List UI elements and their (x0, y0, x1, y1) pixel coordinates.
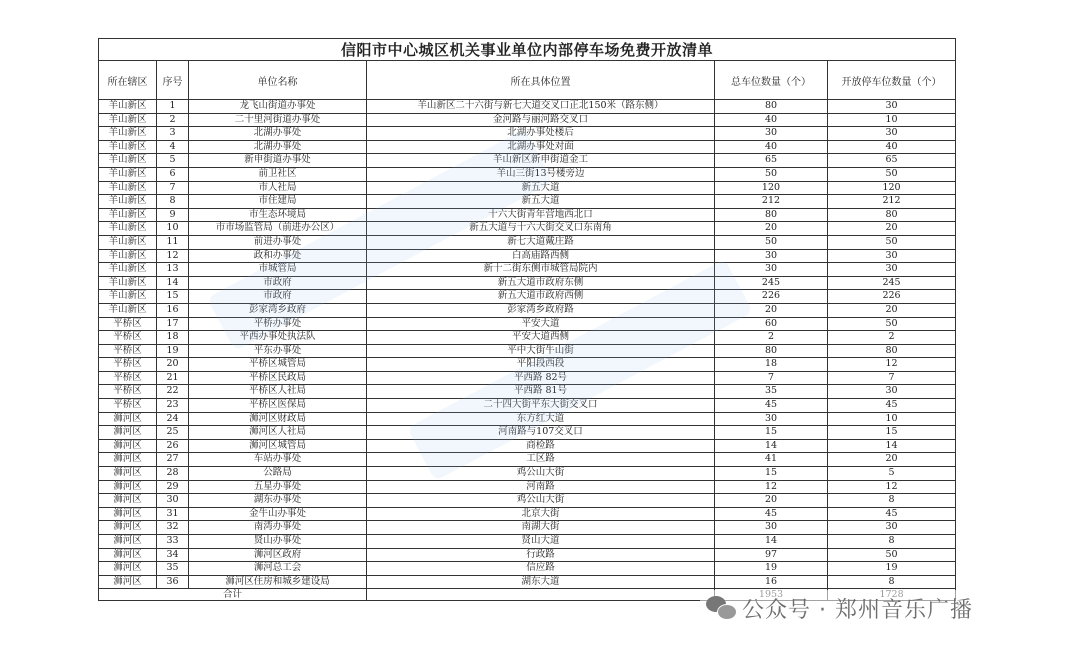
open-spaces-cell: 65 (828, 154, 956, 168)
table-row (99, 127, 956, 141)
unit-name-cell: 浉河区住房和城乡建设局 (189, 575, 367, 589)
total-spaces-cell: 45 (715, 507, 828, 521)
table-row (99, 453, 956, 467)
total-spaces-cell: 20 (715, 222, 828, 236)
table-row (99, 562, 956, 576)
location-cell: 新五大道市政府东侧 (367, 276, 715, 290)
location-cell: 新五大道与十六大街交叉口东南角 (367, 222, 715, 236)
total-spaces-cell: 35 (715, 385, 828, 399)
table-row (99, 181, 956, 195)
index-cell: 17 (157, 317, 189, 331)
district-cell: 羊山新区 (99, 100, 157, 114)
table-row (99, 303, 956, 317)
open-spaces-cell: 50 (828, 548, 956, 562)
unit-name-cell: 金牛山办事处 (189, 507, 367, 521)
table-row (99, 331, 956, 345)
unit-name-cell: 平桥区人社局 (189, 385, 367, 399)
unit-name-cell: 市生态环境局 (189, 208, 367, 222)
open-spaces-cell: 12 (828, 480, 956, 494)
index-cell: 6 (157, 167, 189, 181)
index-cell: 32 (157, 521, 189, 535)
table-row (99, 399, 956, 413)
open-spaces-cell: 8 (828, 535, 956, 549)
open-spaces-cell: 80 (828, 344, 956, 358)
location-cell: 鸡公山大街 (367, 467, 715, 481)
district-cell: 羊山新区 (99, 290, 157, 304)
location-cell: 羊山新区新申街道金工 (367, 154, 715, 168)
table-row (99, 263, 956, 277)
column-header: 所在具体位置 (367, 61, 715, 100)
index-cell: 9 (157, 208, 189, 222)
open-spaces-cell: 30 (828, 127, 956, 141)
index-cell: 34 (157, 548, 189, 562)
source-text: 公众号 · 郑州音乐广播 (742, 597, 973, 623)
open-spaces-cell: 30 (828, 385, 956, 399)
total-spaces-cell: 65 (715, 154, 828, 168)
total-spaces-cell: 80 (715, 208, 828, 222)
unit-name-cell: 前进办事处 (189, 235, 367, 249)
district-cell: 羊山新区 (99, 140, 157, 154)
open-spaces-cell: 19 (828, 562, 956, 576)
location-cell: 行政路 (367, 548, 715, 562)
location-cell: 新七大道戴庄路 (367, 235, 715, 249)
district-cell: 平桥区 (99, 399, 157, 413)
location-cell: 河南路 (367, 480, 715, 494)
unit-name-cell: 公路局 (189, 467, 367, 481)
open-spaces-cell: 50 (828, 317, 956, 331)
index-cell: 1 (157, 100, 189, 114)
column-header: 总车位数量（个） (715, 61, 828, 100)
table-row (99, 222, 956, 236)
total-spaces-cell: 50 (715, 167, 828, 181)
district-cell: 羊山新区 (99, 195, 157, 209)
open-spaces-cell: 8 (828, 575, 956, 589)
total-spaces-cell: 2 (715, 331, 828, 345)
index-cell: 36 (157, 575, 189, 589)
total-empty-cell (367, 589, 715, 601)
table-row (99, 371, 956, 385)
unit-name-cell: 浉河区人社局 (189, 426, 367, 440)
table-row (99, 535, 956, 549)
column-header: 序号 (157, 61, 189, 100)
location-cell: 金河路与丽河路交叉口 (367, 113, 715, 127)
unit-name-cell: 平西办事处执法队 (189, 331, 367, 345)
location-cell: 鸡公山大街 (367, 494, 715, 508)
location-cell: 新五大道 (367, 195, 715, 209)
open-spaces-cell: 45 (828, 399, 956, 413)
unit-name-cell: 市政府 (189, 276, 367, 290)
total-spaces-cell: 226 (715, 290, 828, 304)
district-cell: 浉河区 (99, 521, 157, 535)
total-spaces-cell: 14 (715, 535, 828, 549)
open-spaces-cell: 12 (828, 358, 956, 372)
unit-name-cell: 贤山办事处 (189, 535, 367, 549)
unit-name-cell: 新申街道办事处 (189, 154, 367, 168)
location-cell: 湖东大道 (367, 575, 715, 589)
location-cell: 平西路 81号 (367, 385, 715, 399)
district-cell: 浉河区 (99, 548, 157, 562)
total-spaces-cell: 30 (715, 412, 828, 426)
unit-name-cell: 前卫社区 (189, 167, 367, 181)
district-cell: 羊山新区 (99, 127, 157, 141)
open-spaces-cell: 10 (828, 113, 956, 127)
table-row (99, 235, 956, 249)
unit-name-cell: 平东办事处 (189, 344, 367, 358)
district-cell: 羊山新区 (99, 263, 157, 277)
wechat-icon (706, 596, 736, 620)
table-row (99, 344, 956, 358)
district-cell: 羊山新区 (99, 167, 157, 181)
table-row (99, 439, 956, 453)
total-spaces-cell: 16 (715, 575, 828, 589)
district-cell: 平桥区 (99, 344, 157, 358)
index-cell: 29 (157, 480, 189, 494)
table-row (99, 548, 956, 562)
district-cell: 平桥区 (99, 331, 157, 345)
table-row (99, 113, 956, 127)
unit-name-cell: 市住建局 (189, 195, 367, 209)
index-cell: 21 (157, 371, 189, 385)
location-cell: 白高庙路西侧 (367, 249, 715, 263)
index-cell: 23 (157, 399, 189, 413)
index-cell: 10 (157, 222, 189, 236)
table-row (99, 140, 956, 154)
location-cell: 北湖办事处楼后 (367, 127, 715, 141)
district-cell: 羊山新区 (99, 208, 157, 222)
column-header: 单位名称 (189, 61, 367, 100)
open-spaces-cell: 80 (828, 208, 956, 222)
table-row (99, 276, 956, 290)
district-cell: 浉河区 (99, 480, 157, 494)
unit-name-cell: 市城管局 (189, 263, 367, 277)
open-spaces-cell: 14 (828, 439, 956, 453)
district-cell: 平桥区 (99, 358, 157, 372)
open-spaces-cell: 226 (828, 290, 956, 304)
location-cell: 平阳段西段 (367, 358, 715, 372)
total-spaces-cell: 80 (715, 100, 828, 114)
location-cell: 平西路 82号 (367, 371, 715, 385)
district-cell: 羊山新区 (99, 154, 157, 168)
index-cell: 3 (157, 127, 189, 141)
open-spaces-cell: 30 (828, 521, 956, 535)
open-spaces-cell: 15 (828, 426, 956, 440)
open-spaces-cell: 50 (828, 167, 956, 181)
table-title: 信阳市中心城区机关事业单位内部停车场免费开放清单 (99, 39, 956, 61)
location-cell: 工区路 (367, 453, 715, 467)
total-spaces-cell: 80 (715, 344, 828, 358)
total-spaces-cell: 20 (715, 494, 828, 508)
district-cell: 浉河区 (99, 426, 157, 440)
index-cell: 2 (157, 113, 189, 127)
location-cell: 二十四大街平东大街交叉口 (367, 399, 715, 413)
unit-name-cell: 市人社局 (189, 181, 367, 195)
district-cell: 羊山新区 (99, 113, 157, 127)
table-row (99, 467, 956, 481)
open-spaces-cell: 45 (828, 507, 956, 521)
location-cell: 新五大道市政府西侧 (367, 290, 715, 304)
total-spaces-cell: 12 (715, 480, 828, 494)
unit-name-cell: 平桥区民政局 (189, 371, 367, 385)
open-spaces-cell: 7 (828, 371, 956, 385)
index-cell: 33 (157, 535, 189, 549)
district-cell: 浉河区 (99, 439, 157, 453)
total-spaces-cell: 60 (715, 317, 828, 331)
unit-name-cell: 车站办事处 (189, 453, 367, 467)
open-spaces-cell: 50 (828, 235, 956, 249)
total-spaces-cell: 40 (715, 113, 828, 127)
open-spaces-cell: 245 (828, 276, 956, 290)
location-cell: 平安大道西侧 (367, 331, 715, 345)
table-row (99, 521, 956, 535)
unit-name-cell: 彭家湾乡政府 (189, 303, 367, 317)
unit-name-cell: 龙飞山街道办事处 (189, 100, 367, 114)
index-cell: 16 (157, 303, 189, 317)
district-cell: 浉河区 (99, 494, 157, 508)
district-cell: 浉河区 (99, 412, 157, 426)
unit-name-cell: 浉河区政府 (189, 548, 367, 562)
index-cell: 8 (157, 195, 189, 209)
total-spaces-cell: 97 (715, 548, 828, 562)
district-cell: 羊山新区 (99, 249, 157, 263)
unit-name-cell: 南湾办事处 (189, 521, 367, 535)
table-row (99, 167, 956, 181)
table-row (99, 195, 956, 209)
district-cell: 羊山新区 (99, 303, 157, 317)
index-cell: 28 (157, 467, 189, 481)
table-row (99, 100, 956, 114)
index-cell: 5 (157, 154, 189, 168)
parking-list-table (98, 38, 956, 601)
table-row (99, 317, 956, 331)
district-cell: 羊山新区 (99, 276, 157, 290)
unit-name-cell: 平桥区城管局 (189, 358, 367, 372)
table-row (99, 412, 956, 426)
location-cell: 彭家湾乡政府路 (367, 303, 715, 317)
total-spaces-cell: 7 (715, 371, 828, 385)
open-spaces-cell: 30 (828, 263, 956, 277)
location-cell: 平安大道 (367, 317, 715, 331)
district-cell: 羊山新区 (99, 235, 157, 249)
index-cell: 18 (157, 331, 189, 345)
location-cell: 北京大街 (367, 507, 715, 521)
total-spaces-cell: 18 (715, 358, 828, 372)
table-row (99, 385, 956, 399)
open-spaces-cell: 30 (828, 249, 956, 263)
table-row (99, 480, 956, 494)
total-spaces-cell: 15 (715, 467, 828, 481)
index-cell: 26 (157, 439, 189, 453)
total-spaces-cell: 14 (715, 439, 828, 453)
index-cell: 7 (157, 181, 189, 195)
index-cell: 13 (157, 263, 189, 277)
total-spaces-cell: 30 (715, 521, 828, 535)
unit-name-cell: 北湖办事处 (189, 127, 367, 141)
location-cell: 平中大街牛山街 (367, 344, 715, 358)
location-cell: 贤山大道 (367, 535, 715, 549)
location-cell: 信应路 (367, 562, 715, 576)
unit-name-cell: 五星办事处 (189, 480, 367, 494)
unit-name-cell: 北湖办事处 (189, 140, 367, 154)
open-spaces-cell: 5 (828, 467, 956, 481)
open-spaces-cell: 212 (828, 195, 956, 209)
location-cell: 东方红大道 (367, 412, 715, 426)
open-spaces-cell: 40 (828, 140, 956, 154)
index-cell: 22 (157, 385, 189, 399)
district-cell: 平桥区 (99, 317, 157, 331)
column-header: 所在辖区 (99, 61, 157, 100)
total-spaces-cell: 245 (715, 276, 828, 290)
district-cell: 浉河区 (99, 467, 157, 481)
open-spaces-cell: 8 (828, 494, 956, 508)
source-badge (700, 590, 979, 626)
total-spaces-cell: 120 (715, 181, 828, 195)
total-spaces-cell: 19 (715, 562, 828, 576)
location-cell: 北湖办事处对面 (367, 140, 715, 154)
total-spaces-cell: 30 (715, 127, 828, 141)
table-row (99, 358, 956, 372)
location-cell: 南湖大街 (367, 521, 715, 535)
total-spaces-cell: 30 (715, 263, 828, 277)
open-spaces-cell: 20 (828, 222, 956, 236)
total-label: 合计 (99, 589, 367, 601)
district-cell: 浉河区 (99, 535, 157, 549)
unit-name-cell: 平桥区医保局 (189, 399, 367, 413)
index-cell: 4 (157, 140, 189, 154)
table-row (99, 290, 956, 304)
district-cell: 浉河区 (99, 453, 157, 467)
district-cell: 羊山新区 (99, 222, 157, 236)
unit-name-cell: 市市场监管局（前进办公区） (189, 222, 367, 236)
column-header: 开放停车位数量（个） (828, 61, 956, 100)
index-cell: 14 (157, 276, 189, 290)
table-row (99, 575, 956, 589)
unit-name-cell: 浉河总工会 (189, 562, 367, 576)
table-body (99, 100, 956, 601)
index-cell: 35 (157, 562, 189, 576)
open-spaces-cell: 20 (828, 453, 956, 467)
location-cell: 十六大街青年营地西北口 (367, 208, 715, 222)
location-cell: 羊山新区二十六街与新七大道交叉口正北150米（路东侧） (367, 100, 715, 114)
total-spaces-cell: 40 (715, 140, 828, 154)
location-cell: 商检路 (367, 439, 715, 453)
open-spaces-cell: 30 (828, 100, 956, 114)
location-cell: 新十二街东侧市城管局院内 (367, 263, 715, 277)
total-spaces-cell: 20 (715, 303, 828, 317)
index-cell: 25 (157, 426, 189, 440)
total-spaces-cell: 30 (715, 249, 828, 263)
district-cell: 平桥区 (99, 371, 157, 385)
index-cell: 19 (157, 344, 189, 358)
unit-name-cell: 平桥办事处 (189, 317, 367, 331)
total-spaces-cell: 50 (715, 235, 828, 249)
location-cell: 河南路与107交叉口 (367, 426, 715, 440)
index-cell: 30 (157, 494, 189, 508)
district-cell: 平桥区 (99, 385, 157, 399)
index-cell: 24 (157, 412, 189, 426)
table-row (99, 426, 956, 440)
open-spaces-cell: 2 (828, 331, 956, 345)
district-cell: 浉河区 (99, 507, 157, 521)
unit-name-cell: 浉河区财政局 (189, 412, 367, 426)
index-cell: 11 (157, 235, 189, 249)
table-row (99, 154, 956, 168)
unit-name-cell: 政和办事处 (189, 249, 367, 263)
total-spaces-cell: 45 (715, 399, 828, 413)
table-row (99, 494, 956, 508)
district-cell: 浉河区 (99, 575, 157, 589)
open-spaces-cell: 10 (828, 412, 956, 426)
table-row (99, 208, 956, 222)
unit-name-cell: 市政府 (189, 290, 367, 304)
open-spaces-cell: 120 (828, 181, 956, 195)
unit-name-cell: 二十里河街道办事处 (189, 113, 367, 127)
index-cell: 27 (157, 453, 189, 467)
location-cell: 新五大道 (367, 181, 715, 195)
district-cell: 浉河区 (99, 562, 157, 576)
index-cell: 12 (157, 249, 189, 263)
index-cell: 31 (157, 507, 189, 521)
index-cell: 15 (157, 290, 189, 304)
header-row (99, 61, 956, 100)
unit-name-cell: 湖东办事处 (189, 494, 367, 508)
unit-name-cell: 浉河区城管局 (189, 439, 367, 453)
location-cell: 羊山三街13号楼旁边 (367, 167, 715, 181)
district-cell: 羊山新区 (99, 181, 157, 195)
total-spaces-cell: 15 (715, 426, 828, 440)
table-row (99, 249, 956, 263)
table-row (99, 507, 956, 521)
total-spaces-cell: 212 (715, 195, 828, 209)
total-spaces-cell: 41 (715, 453, 828, 467)
open-spaces-cell: 20 (828, 303, 956, 317)
index-cell: 20 (157, 358, 189, 372)
